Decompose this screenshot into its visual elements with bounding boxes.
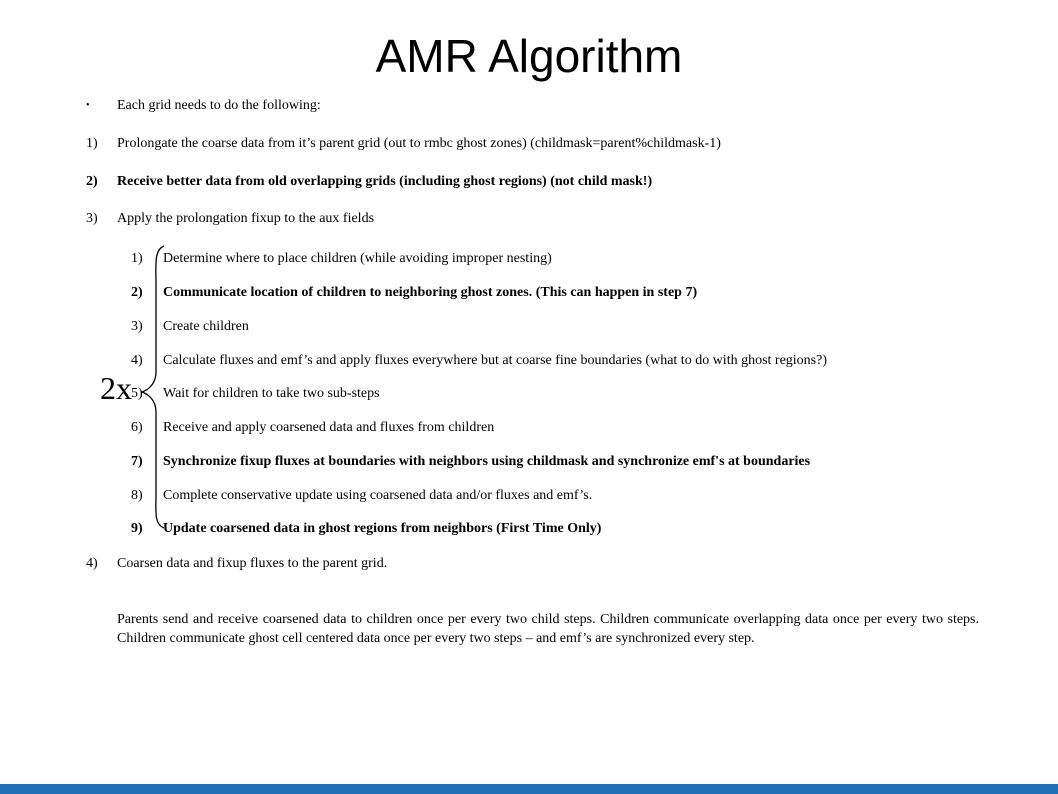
substep-9-text: Update coarsened data in ghost regions from neighbors (First Time Only) [163,521,602,536]
repeat-brace-icon [140,244,170,530]
step-4-text: Coarsen data and fixup fluxes to the parent grid. [117,556,388,571]
step-3-number: 3) [86,211,98,226]
step-1-number: 1) [86,136,98,151]
substep-7-text: Synchronize fixup fluxes at boundaries with neighbors using childmask and synchronize emf's at boundaries [163,454,811,469]
substep-5-number: 5) [131,386,143,401]
repeat-label: 2x [100,370,132,406]
substep-7-number: 7) [131,454,143,469]
step-2-text: Receive better data from old overlapping grids (including ghost regions) (not child mask!) [117,174,653,189]
footer-bar [0,784,1058,794]
substep-5-text: Wait for children to take two sub-steps [163,386,380,401]
step-3-text: Apply the prolongation fixup to the aux fields [117,211,375,226]
substep-2-text: Communicate location of children to neighboring ghost zones. (This can happen in step 7) [163,285,698,300]
substep-3-number: 3) [131,319,143,334]
substep-2-number: 2) [131,285,143,300]
intro-text: Each grid needs to do the following: [117,98,321,113]
step-4-number: 4) [86,556,98,571]
bullet-icon: • [86,100,90,111]
substep-4-text: Calculate fluxes and emf’s and apply fluxes everywhere but at coarse fine boundaries (what to do with ghost regions?) [163,353,828,368]
substep-3-text: Create children [163,319,249,334]
step-2-number: 2) [86,174,98,189]
slide-title: AMR Algorithm [375,30,683,82]
substep-8-number: 8) [131,488,143,503]
substep-1-text: Determine where to place children (while avoiding improper nesting) [163,251,552,266]
substep-9-number: 9) [131,521,143,536]
step-1-text: Prolongate the coarse data from it’s parent grid (out to rmbc ghost zones) (childmask=parent%childmask-1) [117,136,721,151]
substep-6-number: 6) [131,420,143,435]
substep-1-number: 1) [131,251,143,266]
substep-6-text: Receive and apply coarsened data and fluxes from children [163,420,495,435]
substep-8-text: Complete conservative update using coarsened data and/or fluxes and emf’s. [163,488,593,503]
substep-4-number: 4) [131,353,143,368]
summary-paragraph: Parents send and receive coarsened data to children once per every two child steps. Children communicate overlapping data once per every two steps. Children communicate ghost cell centered data once per every two steps – and emf’s are synchronized every step. [117,612,979,646]
